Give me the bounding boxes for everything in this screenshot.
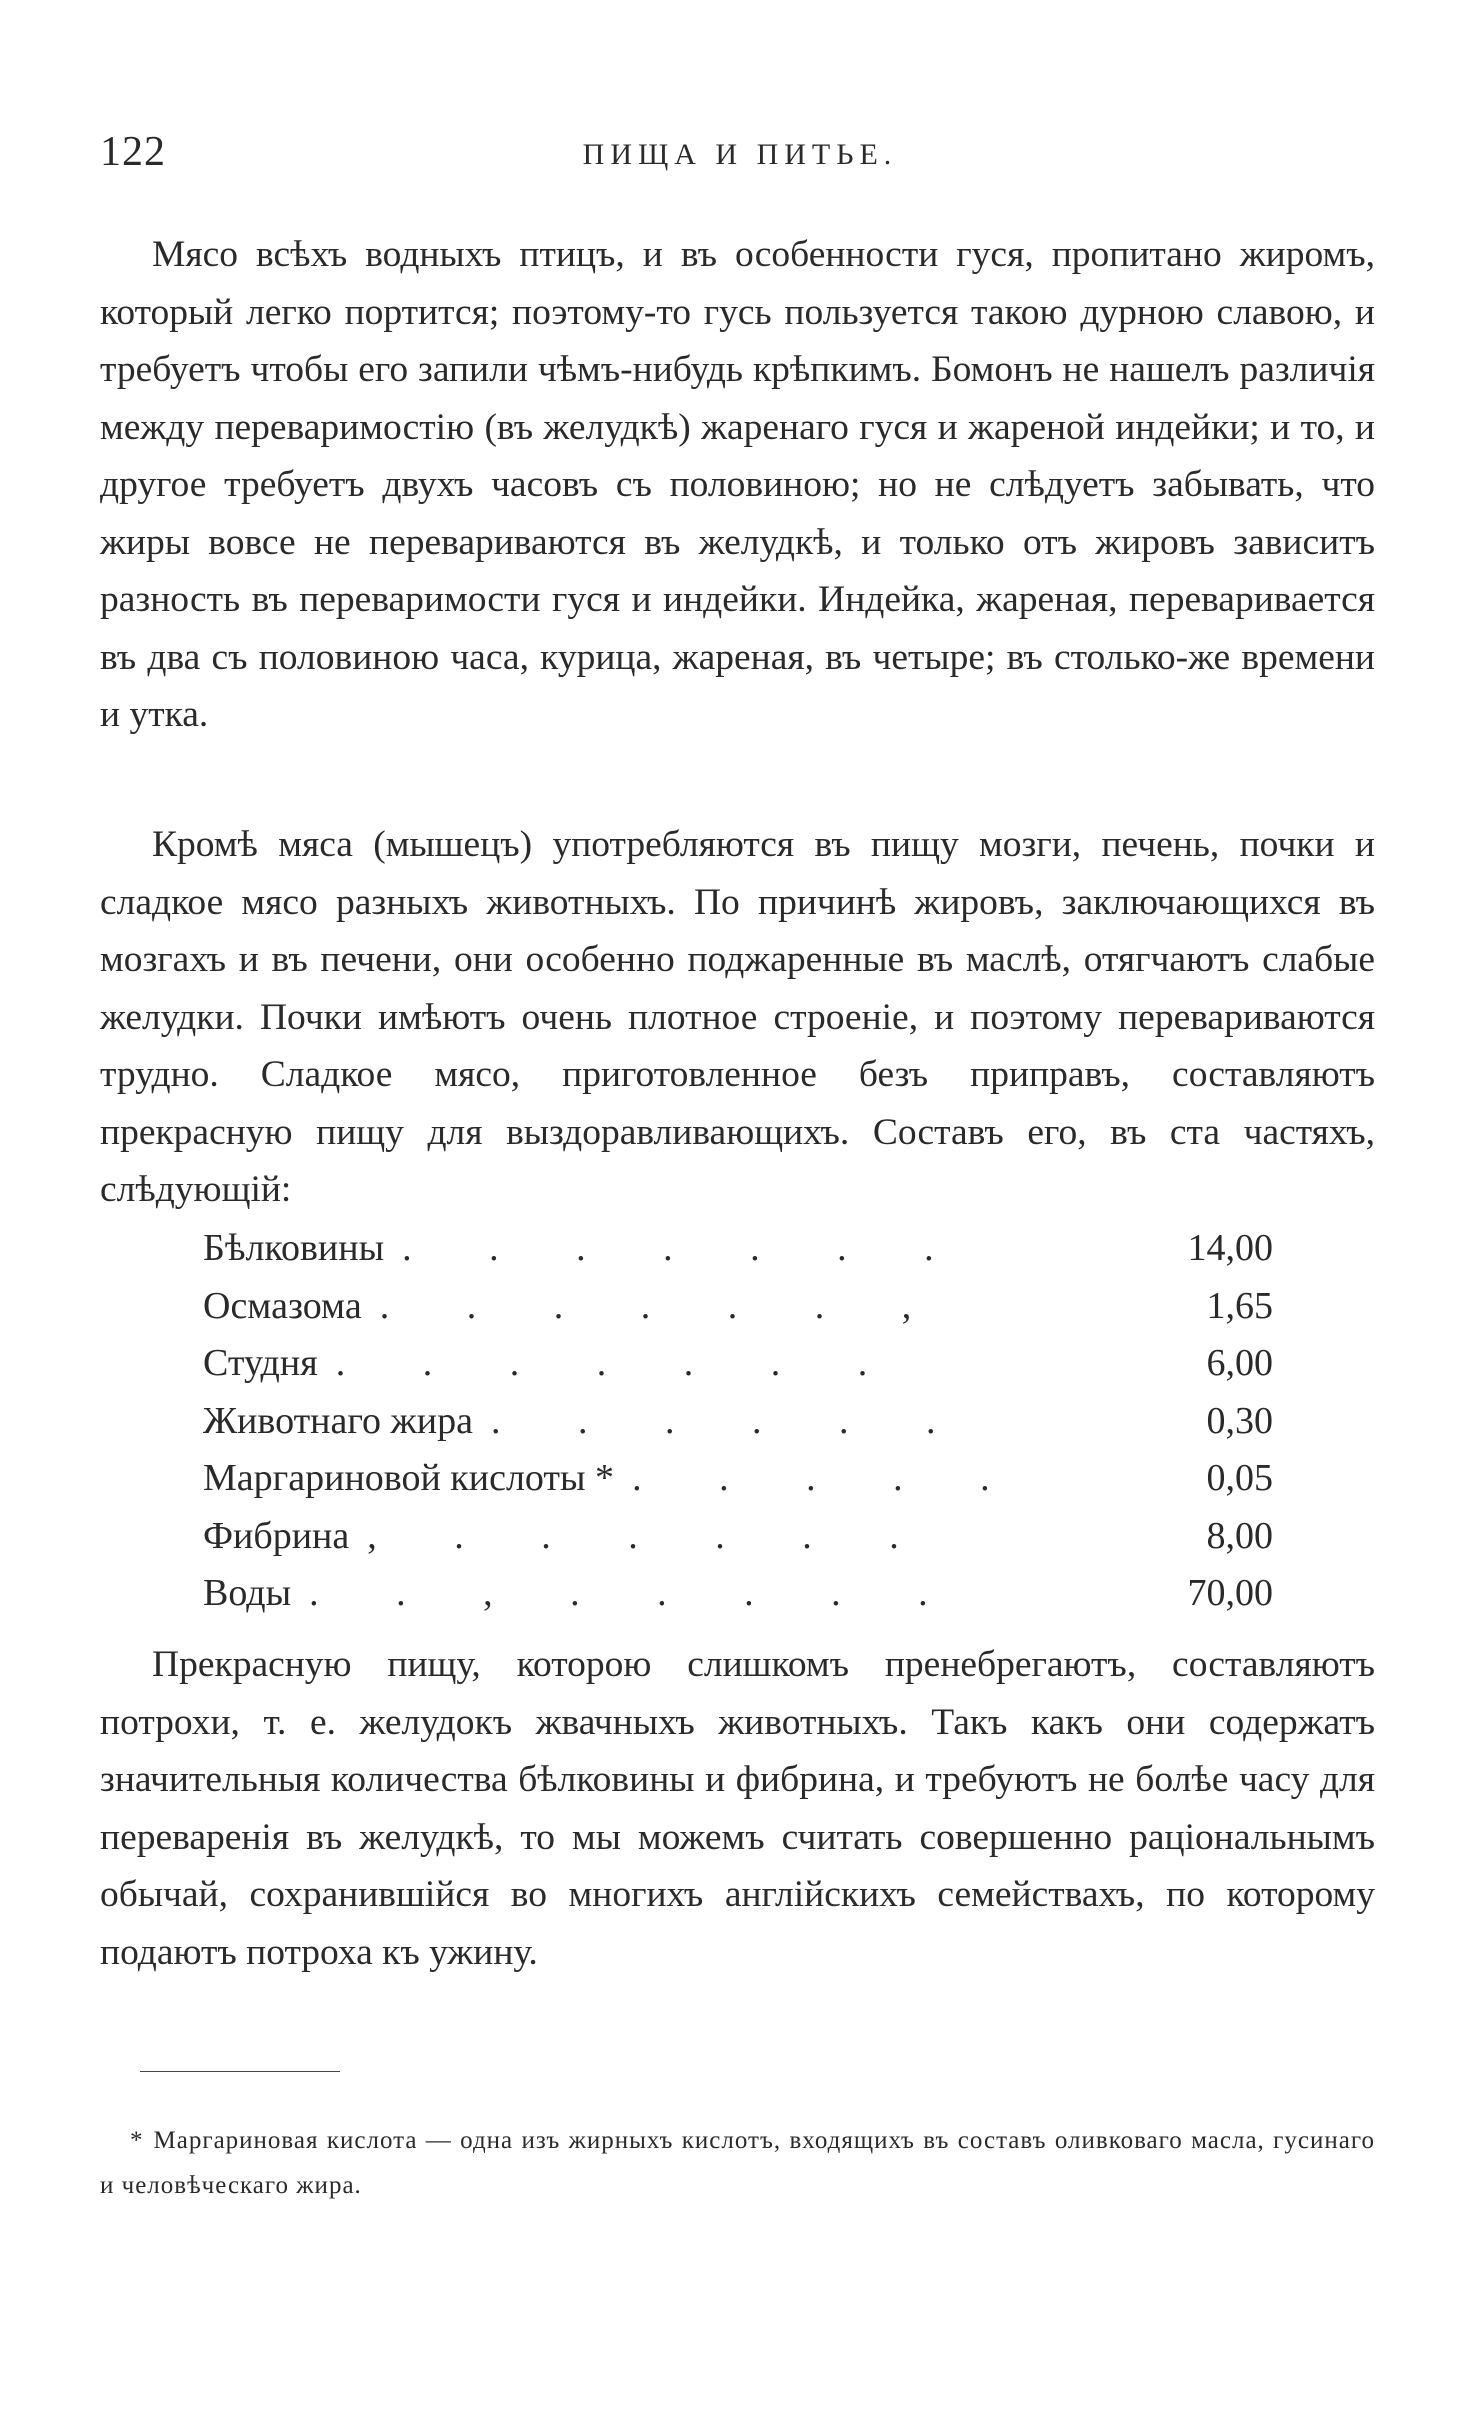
body-text-bottom xyxy=(100,1636,1375,1981)
paragraph-tripe: Прекрасную пищу, которою слишкомъ пренебрегаютъ, составляютъ потрохи, т. е. желудокъ жвачныхъ животныхъ. Такъ какъ они содержатъ значительныя количества бѣлковины и фибрина, и требуютъ не болѣе часу для переваренія въ желудкѣ, то мы можемъ считать совершенно раціональнымъ обычай, сохранившійся во многихъ англійскихъ семействахъ, по которому подаютъ потроха къ ужину. xyxy=(100,1644,1375,1973)
footnote-text: Маргариновая кислота — одна изъ жирныхъ кислотъ, входящихъ въ составъ оливковаго масла, гусинаго и человѣческаго жира. xyxy=(100,2127,1375,2199)
component-name: Студня xyxy=(203,1342,318,1384)
footnote-mark: * xyxy=(130,2127,144,2154)
page-number: 122 xyxy=(100,129,166,175)
leader-dots: , . . . . . . xyxy=(367,1514,933,1557)
component-value: 0,30 xyxy=(1206,1399,1273,1442)
component-value: 0,05 xyxy=(1206,1457,1273,1499)
component-name: Животнаго жира xyxy=(203,1399,473,1442)
body-text-top xyxy=(100,226,1375,744)
component-value: 8,00 xyxy=(1206,1514,1273,1557)
table-row xyxy=(203,1571,1273,1629)
table-row xyxy=(203,1399,1273,1457)
component-name: Бѣлковины xyxy=(203,1227,385,1269)
leader-dots: . . . . . . xyxy=(490,1399,970,1442)
leader-dots: . . . . . . . xyxy=(402,1227,968,1269)
running-title: ПИЩА И ПИТЬЕ. xyxy=(582,138,898,171)
leader-dots: . . . . . . . xyxy=(335,1342,902,1384)
footnote-divider xyxy=(140,2071,340,2072)
component-name: Осмазома xyxy=(203,1284,362,1327)
component-value: 70,00 xyxy=(1187,1572,1273,1614)
page-header xyxy=(100,128,1380,188)
component-value: 6,00 xyxy=(1206,1342,1273,1384)
leader-dots: . . . . . xyxy=(632,1457,1024,1499)
table-row xyxy=(203,1284,1273,1342)
leader-dots: . . . . . . , xyxy=(379,1284,946,1327)
paragraph-waterfowl: Мясо всѣхъ водныхъ птицъ, и въ особенности гуся, пропитано жиромъ, который легко портится; поэтому-то гусь пользуется такою дурною славою, и требуетъ чтобы его запили чѣмъ-нибудь крѣпкимъ. Бомонъ не нашелъ различія между переваримостію (въ желудкѣ) жаренаго гуся и жареной индейки; и то, и другое требуетъ двухъ часовъ съ половиною; но не слѣдуетъ забывать, что жиры вовсе не перевариваются въ желудкѣ, и только отъ жировъ зависитъ разность въ переваримости гуся и индейки. Индейка, жареная, переваривается въ два съ половиною часа, курица, жареная, въ четыре; въ столько-же времени и утка. xyxy=(100,234,1375,735)
component-value: 1,65 xyxy=(1206,1284,1273,1327)
table-row xyxy=(203,1456,1273,1514)
component-name: Фибрина xyxy=(203,1514,350,1557)
table-row xyxy=(203,1341,1273,1399)
table-row xyxy=(203,1226,1273,1284)
component-value: 14,00 xyxy=(1187,1227,1273,1269)
component-name: Маргариновой кислоты * xyxy=(203,1457,615,1499)
component-name: Воды xyxy=(203,1572,292,1614)
footnote xyxy=(100,2118,1375,2208)
leader-dots: . . , . . . . . xyxy=(309,1572,962,1614)
body-text-middle xyxy=(100,816,1375,1219)
paragraph-offal: Кромѣ мяса (мышецъ) употребляются въ пищу мозги, печень, почки и сладкое мясо разныхъ животныхъ. По причинѣ жировъ, заключающихся въ мозгахъ и въ печени, они особенно поджаренные въ маслѣ, отягчаютъ слабые желудки. Почки имѣютъ очень плотное строеніе, и поэтому перевариваются трудно. Сладкое мясо, приготовленное безъ приправъ, составляютъ прекрасную пищу для выздоравливающихъ. Составъ его, въ ста частяхъ, слѣдующій: xyxy=(100,824,1375,1210)
table-row xyxy=(203,1514,1273,1572)
composition-table xyxy=(203,1226,1273,1629)
